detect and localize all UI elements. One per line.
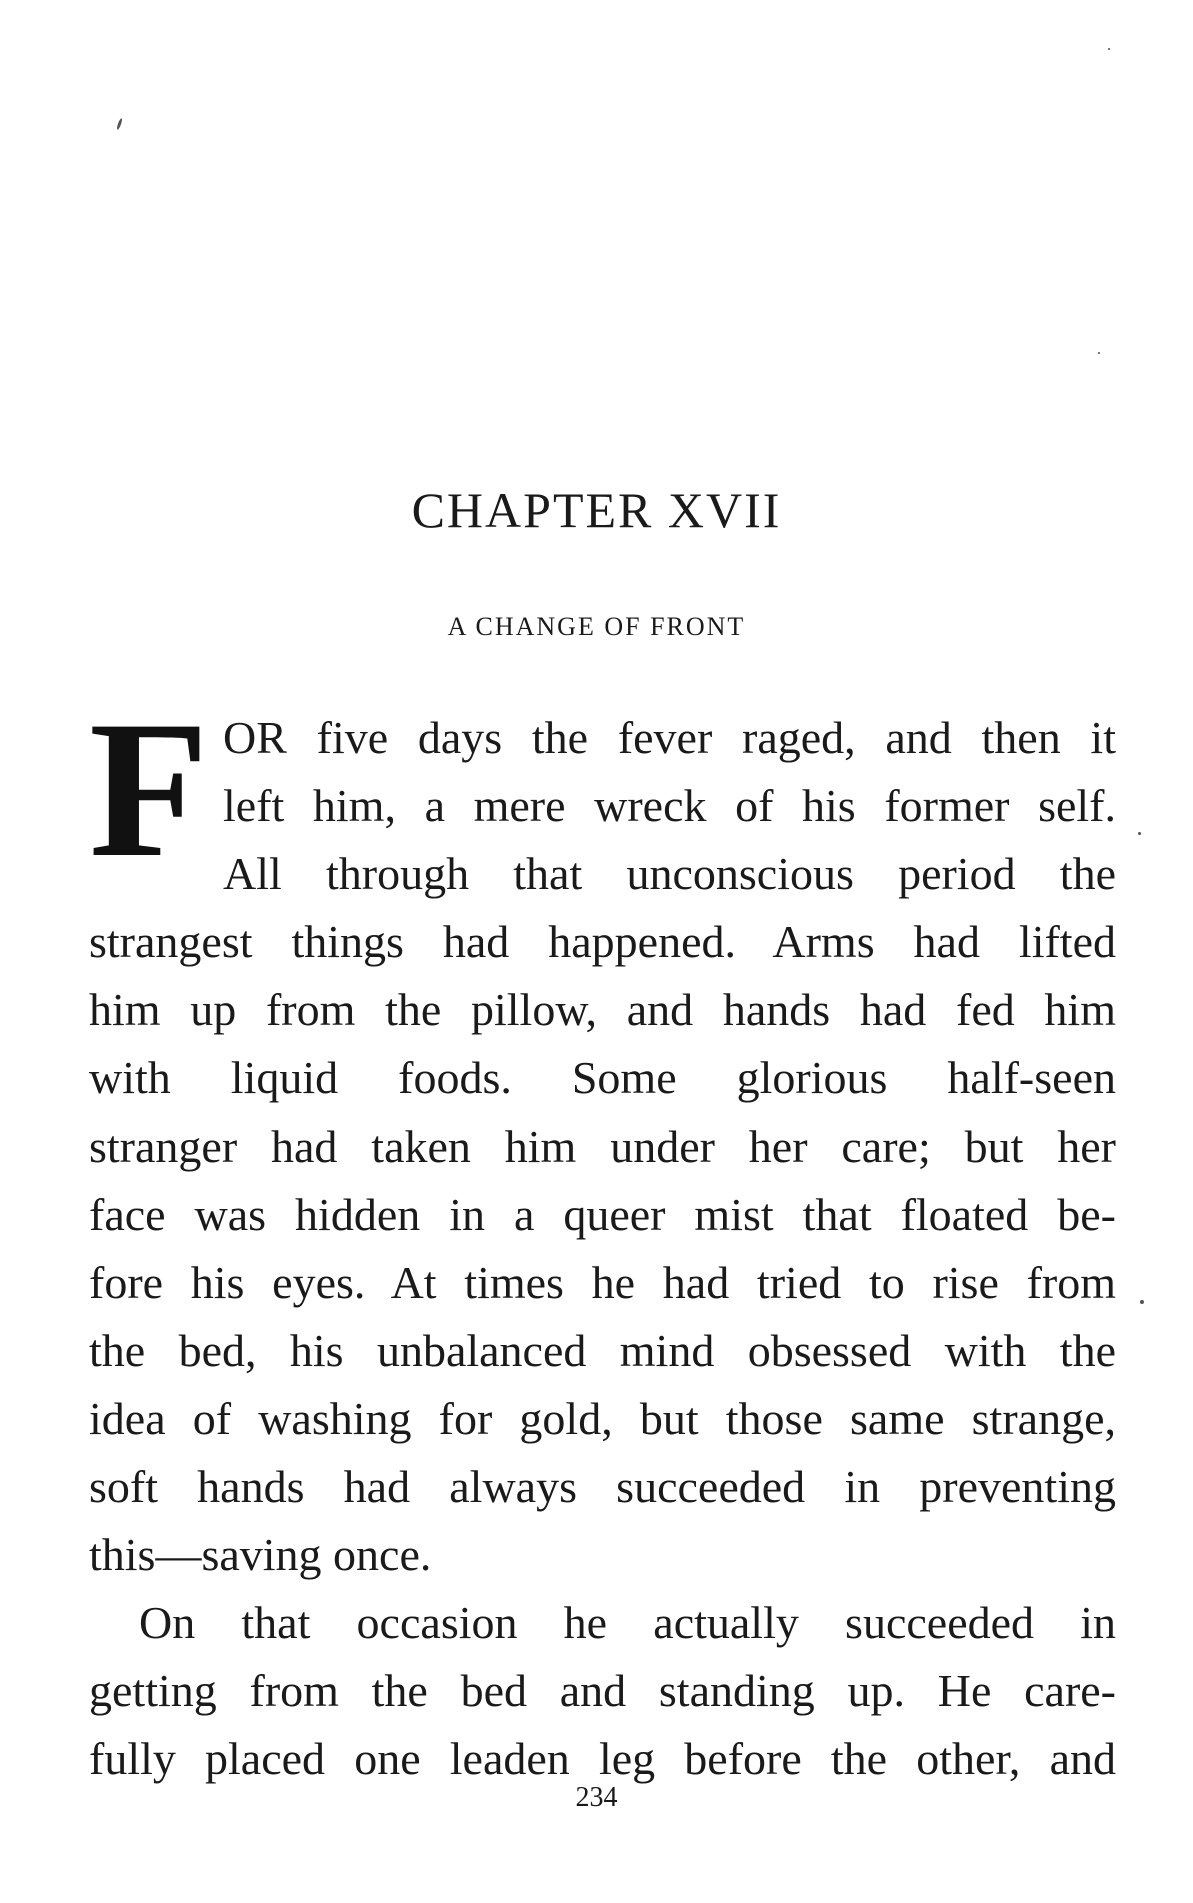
text-line: On that occasion he actually succeeded in xyxy=(139,1597,1116,1649)
text-line: fully placed one leaden leg before the other, and xyxy=(89,1733,1116,1785)
chapter-title: CHAPTER XVII xyxy=(411,482,782,538)
print-speck xyxy=(1098,352,1100,354)
text-line: the bed, his unbalanced mind obsessed with the xyxy=(89,1324,1116,1376)
chapter-subtitle: A CHANGE OF FRONT xyxy=(447,612,746,641)
text-line: fore his eyes. At times he had tried to rise from xyxy=(89,1256,1116,1308)
paragraph xyxy=(89,681,1116,1589)
text-line: him up from the pillow, and hands had fed him xyxy=(89,984,1116,1036)
text-line: soft hands had always succeeded in preventing xyxy=(89,1461,1116,1513)
text-line: left him, a mere wreck of his former self. xyxy=(223,780,1116,832)
drop-cap: F xyxy=(89,681,209,898)
body-text xyxy=(89,681,1116,1794)
page-number: 234 xyxy=(575,1782,618,1813)
text-line: this—saving once. xyxy=(89,1529,432,1581)
text-line: idea of washing for gold, but those same strange, xyxy=(89,1392,1116,1444)
text-line: face was hidden in a queer mist that floated be- xyxy=(89,1188,1116,1240)
print-speck xyxy=(116,118,123,130)
print-speck xyxy=(1140,1300,1144,1304)
text-line: strangest things had happened. Arms had lifted xyxy=(89,916,1116,968)
text-line: All through that unconscious period the xyxy=(223,848,1116,900)
print-speck xyxy=(1138,832,1141,835)
text-line: stranger had taken him under her care; but her xyxy=(89,1120,1116,1172)
text-line: with liquid foods. Some glorious half-seen xyxy=(89,1052,1116,1104)
paragraph xyxy=(89,1589,1116,1793)
text-line: getting from the bed and standing up. He care- xyxy=(89,1665,1116,1717)
print-speck xyxy=(1108,48,1110,50)
text-line: OR five days the fever raged, and then it xyxy=(223,712,1116,763)
